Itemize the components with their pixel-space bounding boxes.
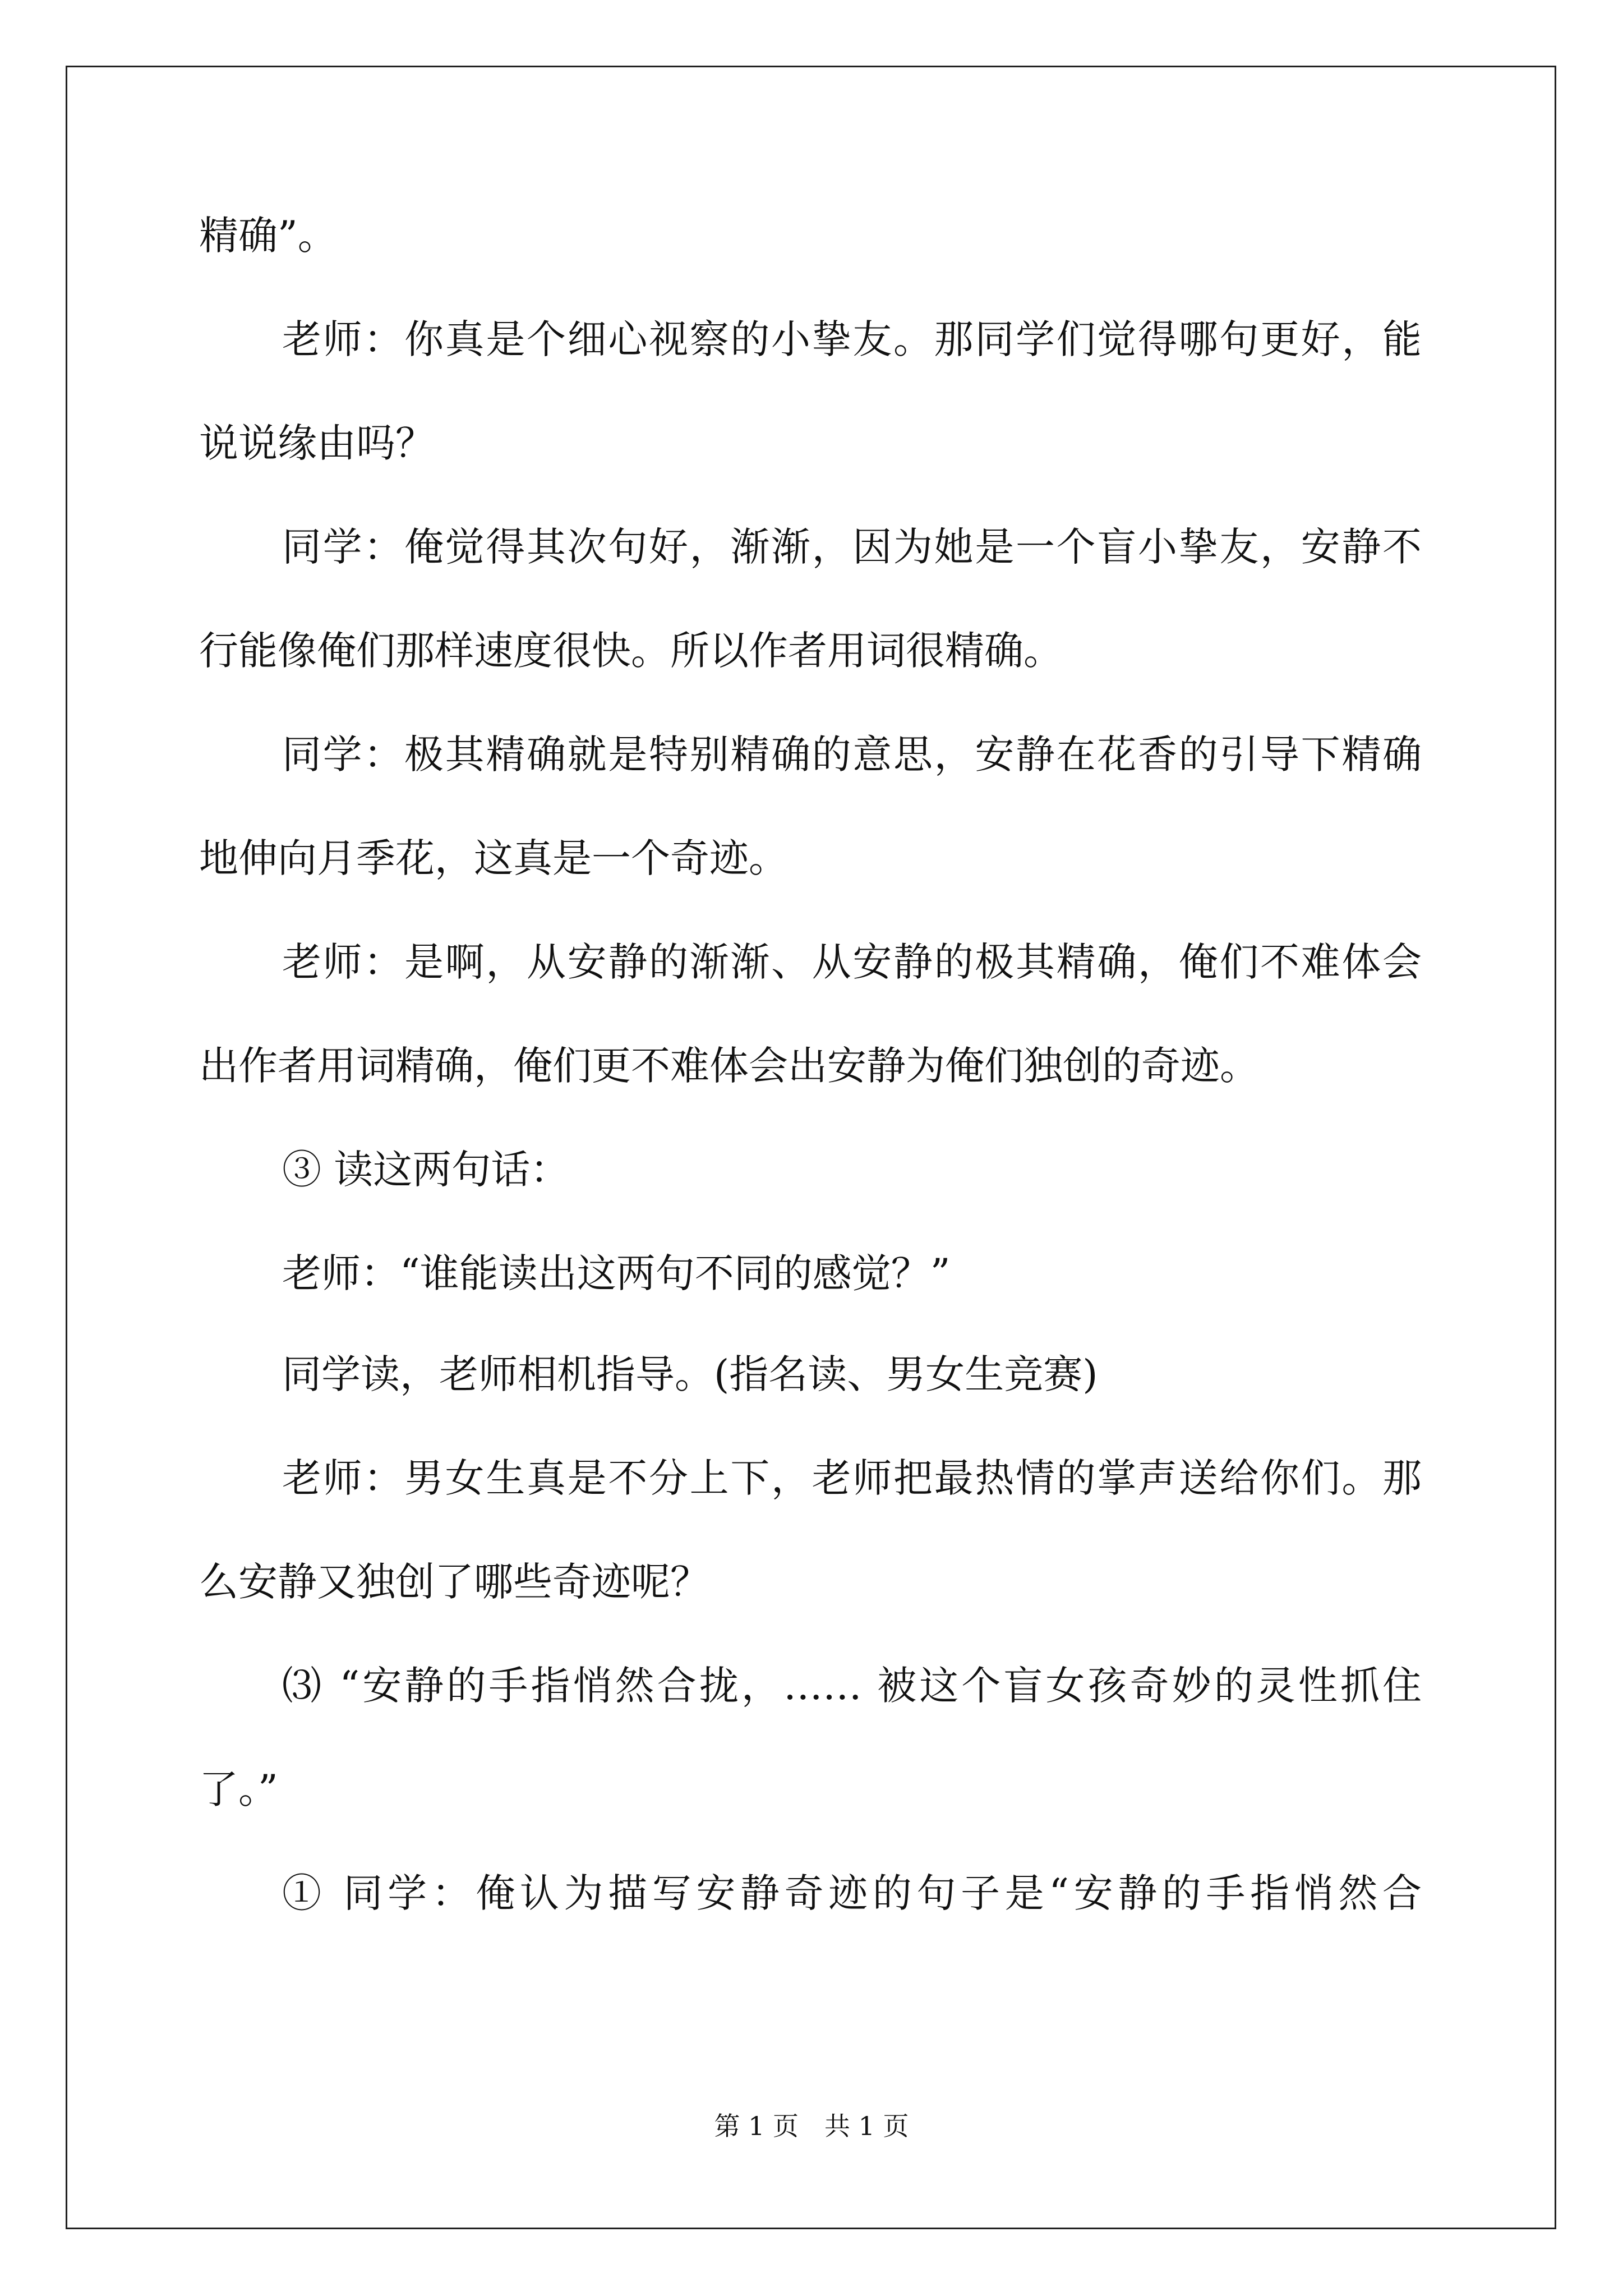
text-line: 行能像俺们那样速度很快。所以作者用词很精确。 [199, 628, 1063, 674]
page-footer [0, 2109, 1623, 2143]
text-line: ① 同学：俺认为描写安静奇迹的句子是“安静的手指悄然合 [282, 1870, 1422, 1916]
page-number: 第 1 页 [714, 2111, 799, 2141]
text-line: 么安静又独创了哪些奇迹呢？ [199, 1559, 709, 1605]
text-line: 说说缘由吗？ [199, 420, 435, 466]
text-line: 同学：俺觉得其次句好，渐渐，因为她是一个盲小挚友，安静不 [282, 524, 1422, 570]
text-line: 了。” [199, 1766, 278, 1812]
text-line: 老师：你真是个细心视察的小挚友。那同学们觉得哪句更好，能 [282, 316, 1422, 362]
text-line: 老师：是啊，从安静的渐渐、从安静的极其精确，俺们不难体会 [282, 939, 1422, 985]
text-line: 地伸向月季花，这真是一个奇迹。 [199, 835, 788, 881]
text-line: ③ 读这两句话： [282, 1147, 570, 1193]
page-total: 共 1 页 [824, 2111, 909, 2141]
text-line: 精确”。 [199, 213, 337, 259]
text-line: 出作者用词精确，俺们更不难体会出安静为俺们独创的奇迹。 [199, 1043, 1259, 1089]
text-line: 老师：“谁能读出这两句不同的感觉？” [282, 1250, 951, 1296]
text-line: 老师：男女生真是不分上下，老师把最热情的掌声送给你们。那 [282, 1455, 1422, 1501]
text-line: ⑶ “安静的手指悄然合拢，…… 被这个盲女孩奇妙的灵性抓住 [282, 1663, 1422, 1709]
text-line: 同学读，老师相机指导。(指名读、男女生竞赛) [282, 1351, 1098, 1397]
text-line: 同学：极其精确就是特别精确的意思，安静在花香的引导下精确 [282, 731, 1422, 777]
